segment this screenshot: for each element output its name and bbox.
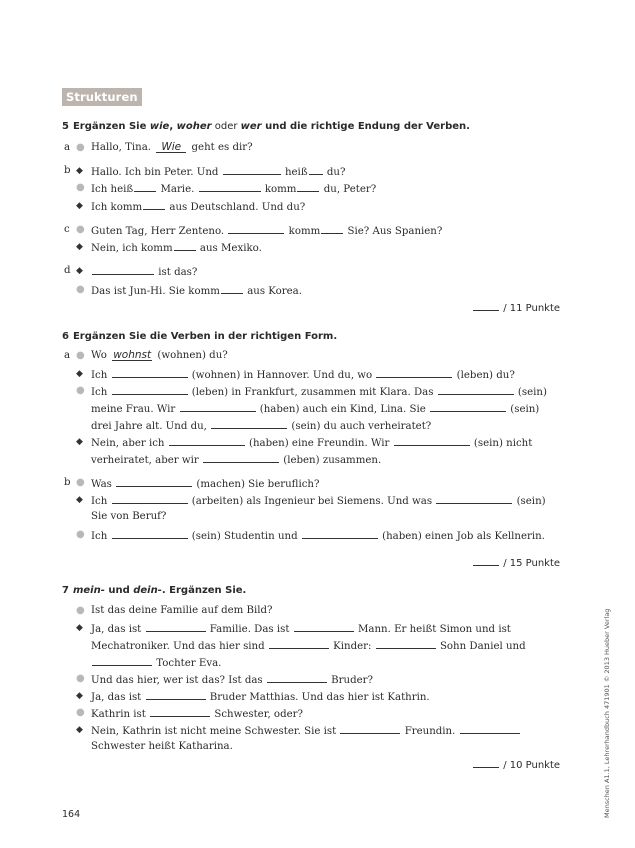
diamond-icon: ◆	[76, 725, 83, 735]
diamond-icon: ◆	[76, 495, 83, 505]
circle-icon: ●	[76, 477, 85, 488]
circle-icon: ●	[76, 529, 85, 540]
score-field: / 10 Punkte	[472, 758, 560, 771]
diamond-icon: ◆	[76, 623, 83, 633]
diamond-icon: ◆	[76, 242, 83, 252]
task-5-title: 5 Ergänzen Sie wie, woher oder wer und die richtige Endung der Verben.	[62, 121, 470, 132]
circle-icon: ●	[76, 182, 85, 193]
page-number: 164	[62, 809, 81, 820]
task-7-title: 7 mein- und dein-. Ergänzen Sie.	[62, 585, 247, 596]
diamond-icon: ◆	[76, 166, 83, 176]
section-header: Strukturen	[62, 88, 142, 106]
circle-icon: ●	[76, 350, 85, 361]
circle-icon: ●	[76, 142, 85, 153]
task-6-title: 6 Ergänzen Sie die Verben in der richtigen Form.	[62, 331, 338, 342]
circle-icon: ●	[76, 385, 85, 396]
diamond-icon: ◆	[76, 201, 83, 211]
copyright-credit: Menschen A1.1, Lehrerhandbuch 471901 © 2013 Hueber Verlag	[603, 608, 611, 818]
diamond-icon: ◆	[76, 691, 83, 701]
score-field: / 15 Punkte	[472, 556, 560, 569]
circle-icon: ●	[76, 673, 85, 684]
diamond-icon: ◆	[76, 266, 83, 276]
score-field: / 11 Punkte	[472, 301, 560, 314]
handwritten-answer: Wie	[156, 142, 186, 153]
diamond-icon: ◆	[76, 437, 83, 447]
handwritten-answer: wohnst	[113, 349, 152, 361]
diamond-icon: ◆	[76, 369, 83, 379]
circle-icon: ●	[76, 605, 85, 616]
circle-icon: ●	[76, 284, 85, 295]
circle-icon: ●	[76, 707, 85, 718]
circle-icon: ●	[76, 224, 85, 235]
